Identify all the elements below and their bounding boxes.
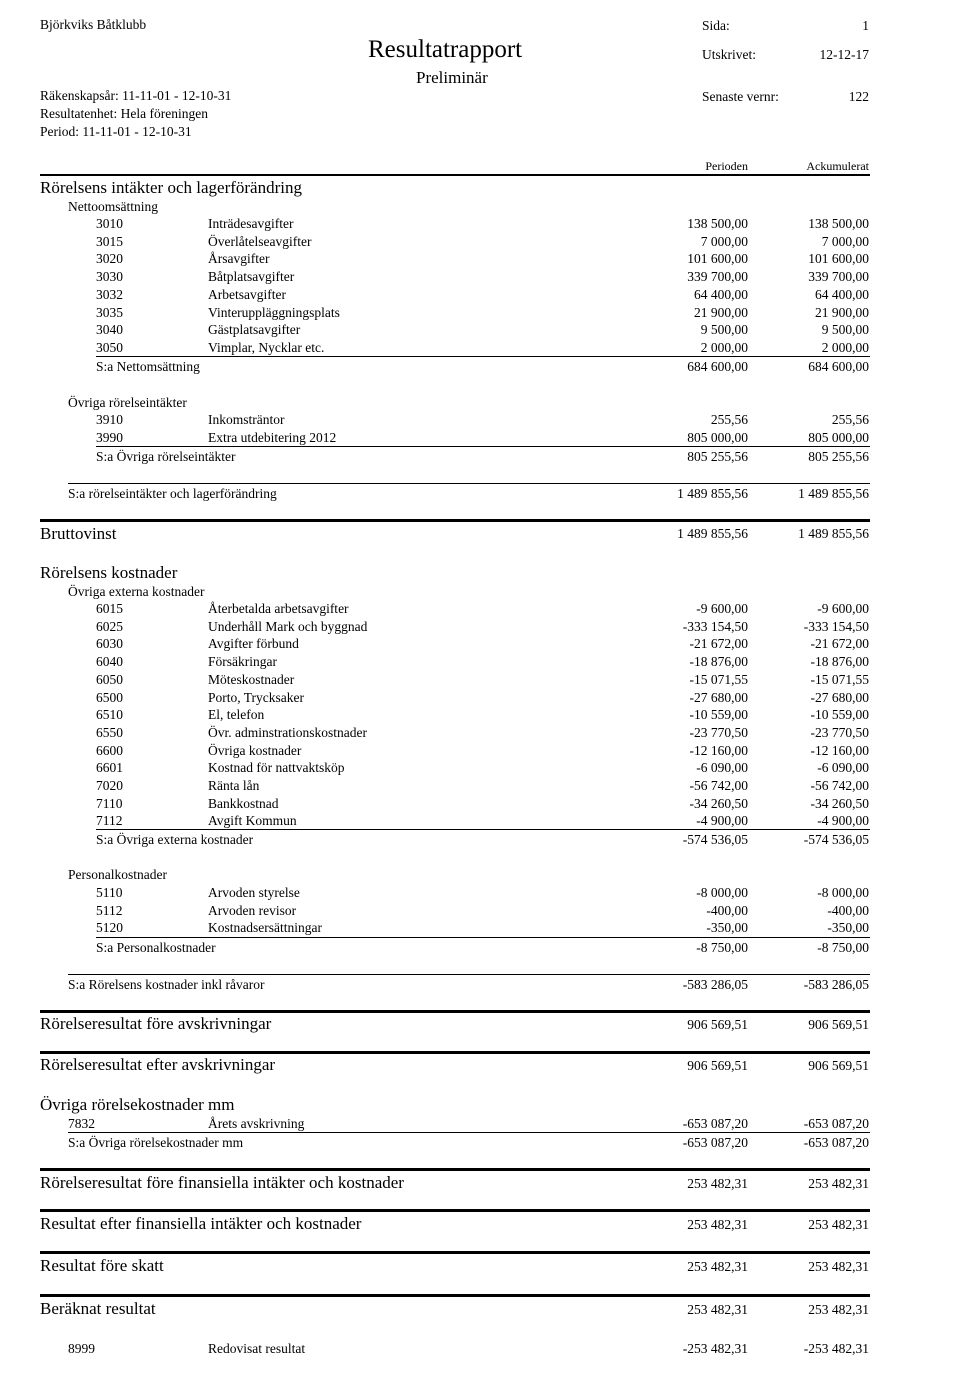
amount-accumulated: 101 600,00 [808, 251, 869, 267]
amount-period: 339 700,00 [687, 269, 748, 285]
result-before-depr-accumulated: 906 569,51 [808, 1017, 869, 1032]
calculated-result-label: Beräknat resultat [40, 1299, 156, 1318]
report-title: Resultatrapport [368, 36, 523, 63]
amount-accumulated: 339 700,00 [808, 269, 869, 285]
account-name: Porto, Trycksaker [208, 689, 305, 705]
account-name: Arvoden styrelse [208, 885, 300, 900]
amount-period: -6 090,00 [696, 760, 748, 776]
result-after-depr-accumulated: 906 569,51 [808, 1058, 869, 1073]
amount-accumulated: -18 876,00 [810, 654, 869, 670]
account-row [0, 885, 960, 903]
result-unit: Resultatenhet: Hela föreningen [40, 106, 208, 121]
account-code: 6015 [96, 601, 123, 616]
amount-accumulated: 9 500,00 [821, 322, 869, 338]
amount-period: 138 500,00 [687, 216, 748, 231]
account-name: Överlåtelseavgifter [208, 233, 312, 249]
account-code: 7832 [68, 1116, 95, 1131]
amount-accumulated: -12 160,00 [810, 742, 869, 758]
account-name: Möteskostnader [208, 671, 295, 687]
account-row [0, 707, 960, 725]
result-before-fin-rule [40, 1168, 870, 1171]
result-before-fin-accumulated: 253 482,31 [808, 1176, 869, 1191]
subsection-title-external-costs: Övriga externa kostnader [68, 584, 205, 599]
account-code: 6030 [96, 636, 123, 652]
account-name: Inkomsträntor [208, 412, 285, 427]
amount-accumulated: -6 090,00 [817, 760, 869, 776]
result-before-fin-period: 253 482,31 [687, 1176, 748, 1191]
account-name: Årets avskrivning [208, 1116, 305, 1131]
result-after-depr-label: Rörelseresultat efter avskrivningar [40, 1055, 276, 1074]
account-name: Återbetalda arbetsavgifter [208, 601, 349, 616]
result-before-tax-label: Resultat före skatt [40, 1256, 164, 1275]
account-code: 3910 [96, 412, 123, 427]
account-row [0, 287, 960, 305]
amount-accumulated: -27 680,00 [810, 689, 869, 705]
amount-period: -12 160,00 [689, 742, 748, 758]
amount-accumulated: -56 742,00 [810, 778, 869, 793]
costs-total-period: -583 286,05 [682, 977, 748, 992]
gross-profit-period: 1 489 855,56 [677, 526, 748, 541]
amount-accumulated: -15 071,55 [810, 671, 869, 687]
calculated-result-rule [40, 1294, 870, 1297]
account-name: Inträdesavgifter [208, 216, 294, 231]
account-code: 3990 [96, 429, 123, 445]
income-total-period: 1 489 855,56 [677, 486, 748, 501]
result-after-fin-accumulated: 253 482,31 [808, 1217, 869, 1232]
amount-accumulated: -333 154,50 [803, 618, 869, 634]
amount-period: -333 154,50 [682, 618, 748, 634]
account-code: 3015 [96, 233, 123, 249]
amount-accumulated: -350,00 [827, 920, 869, 936]
account-row [0, 430, 960, 448]
account-name: Avgift Kommun [208, 813, 297, 829]
amount-period: -9 600,00 [696, 601, 748, 616]
account-row [0, 672, 960, 690]
amount-period: 7 000,00 [700, 233, 748, 249]
header-divider [40, 174, 870, 176]
period: Period: 11-11-01 - 12-10-31 [40, 124, 192, 139]
report-subtitle: Preliminär [416, 68, 488, 87]
account-row [0, 234, 960, 252]
column-header-period: Perioden [705, 159, 748, 173]
amount-accumulated: -34 260,50 [810, 795, 869, 811]
external-costs-sum-accumulated: -574 536,05 [803, 832, 869, 847]
account-name: Arvoden revisor [208, 902, 297, 918]
amount-period: -18 876,00 [689, 654, 748, 670]
personnel-rule [96, 937, 870, 938]
printed-date: 12-12-17 [819, 47, 869, 62]
external-costs-sum-period: -574 536,05 [682, 832, 748, 847]
amount-accumulated: -8 000,00 [817, 885, 869, 900]
net-sales-sum-label: S:a Nettomsättning [96, 359, 200, 374]
account-code: 5120 [96, 920, 123, 936]
amount-period: -8 000,00 [696, 885, 748, 900]
account-row [0, 920, 960, 938]
version-label: Senaste vernr: [702, 89, 779, 104]
account-name: Extra utdebitering 2012 [208, 429, 337, 445]
result-before-depr-rule [40, 1010, 870, 1013]
account-name: Vimplar, Nycklar etc. [208, 339, 325, 355]
account-row [0, 251, 960, 269]
result-before-tax-accumulated: 253 482,31 [808, 1259, 869, 1274]
amount-accumulated: 7 000,00 [821, 233, 869, 249]
account-code: 3020 [96, 251, 123, 267]
amount-period: -400,00 [706, 902, 748, 918]
account-code: 6601 [96, 760, 123, 776]
account-code: 6550 [96, 724, 123, 740]
costs-total-accumulated: -583 286,05 [803, 977, 869, 992]
gross-profit-accumulated: 1 489 855,56 [798, 526, 869, 541]
account-code: 7112 [96, 813, 123, 829]
amount-period: -21 672,00 [689, 636, 748, 652]
personnel-sum-label: S:a Personalkostnader [96, 940, 216, 955]
amount-period: 9 500,00 [700, 322, 748, 338]
result-before-tax-period: 253 482,31 [687, 1259, 748, 1274]
account-code: 3010 [96, 216, 123, 231]
printed-label: Utskrivet: [702, 47, 756, 62]
account-name: Försäkringar [208, 654, 277, 670]
external-costs-rule [96, 829, 870, 830]
section-title-costs: Rörelsens kostnader [40, 563, 178, 582]
amount-accumulated: 255,56 [831, 412, 869, 427]
account-name: El, telefon [208, 707, 265, 723]
account-code: 6040 [96, 654, 123, 670]
amount-accumulated: 2 000,00 [821, 339, 869, 355]
amount-accumulated: -21 672,00 [810, 636, 869, 652]
account-name: Avgifter förbund [208, 636, 299, 652]
account-name: Ränta lån [208, 778, 260, 793]
personnel-sum-accumulated: -8 750,00 [817, 940, 869, 955]
account-code: 6600 [96, 742, 123, 758]
amount-period: 101 600,00 [687, 251, 748, 267]
result-before-depr-period: 906 569,51 [687, 1017, 748, 1032]
account-row [0, 725, 960, 743]
amount-accumulated: -4 900,00 [817, 813, 869, 829]
version-number: 122 [848, 89, 869, 104]
amount-accumulated: -400,00 [827, 902, 869, 918]
amount-period: -34 260,50 [689, 795, 748, 811]
account-code: 7020 [96, 778, 123, 793]
account-code: 7110 [96, 795, 123, 811]
account-code: 5110 [96, 885, 123, 900]
account-row [0, 412, 960, 430]
amount-period: -56 742,00 [689, 778, 748, 793]
amount-accumulated: 21 900,00 [815, 304, 869, 320]
column-header-accumulated: Ackumulerat [806, 159, 869, 173]
other-costs-sum-label: S:a Övriga rörelsekostnader mm [68, 1135, 244, 1150]
amount-accumulated: -23 770,50 [810, 724, 869, 740]
result-after-depr-rule [40, 1051, 870, 1054]
amount-period: -23 770,50 [689, 724, 748, 740]
net-sales-sum-accumulated: 684 600,00 [808, 359, 869, 374]
amount-accumulated: 138 500,00 [808, 216, 869, 231]
amount-period: -350,00 [706, 920, 748, 936]
org-name: Björkviks Båtklubb [40, 17, 147, 32]
amount-period: 805 000,00 [687, 429, 748, 445]
amount-period: -4 900,00 [696, 813, 748, 829]
income-total-rule [68, 483, 870, 484]
result-after-fin-period: 253 482,31 [687, 1217, 748, 1232]
amount-period: -15 071,55 [689, 671, 748, 687]
account-name: Underhåll Mark och byggnad [208, 618, 368, 634]
section-title-other-costs: Övriga rörelsekostnader mm [40, 1095, 235, 1114]
account-code: 3030 [96, 269, 123, 285]
income-total-accumulated: 1 489 855,56 [798, 486, 869, 501]
account-name: Bankkostnad [208, 795, 279, 811]
account-code: 5112 [96, 902, 123, 918]
other-income-sum-label: S:a Övriga rörelseintäkter [96, 449, 236, 464]
page-number: 1 [862, 18, 869, 33]
account-name: Årsavgifter [208, 251, 270, 267]
subsection-title-personnel: Personalkostnader [68, 867, 167, 882]
account-row [0, 216, 960, 234]
external-costs-sum-label: S:a Övriga externa kostnader [96, 832, 254, 847]
personnel-sum-period: -8 750,00 [696, 940, 748, 955]
result-before-depr-label: Rörelseresultat före avskrivningar [40, 1014, 272, 1033]
account-row [0, 903, 960, 921]
account-name: Vinteruppläggningsplats [208, 304, 340, 320]
amount-period: 64 400,00 [694, 286, 748, 302]
amount-period: 2 000,00 [700, 339, 748, 355]
reported-result-code: 8999 [68, 1341, 95, 1356]
other-costs-sum-period: -653 087,20 [682, 1135, 748, 1150]
account-row [0, 269, 960, 287]
account-code: 6025 [96, 618, 123, 634]
result-after-depr-period: 906 569,51 [687, 1058, 748, 1073]
account-code: 3040 [96, 322, 123, 338]
reported-result-name: Redovisat resultat [208, 1341, 306, 1356]
result-before-tax-rule [40, 1251, 870, 1254]
subsection-title-other-income: Övriga rörelseintäkter [68, 395, 187, 410]
amount-accumulated: -9 600,00 [817, 601, 869, 616]
other-income-rule [96, 446, 870, 447]
account-row [0, 690, 960, 708]
result-before-fin-label: Rörelseresultat före finansiella intäkter och kostnader [40, 1173, 404, 1192]
account-row [0, 322, 960, 340]
other-costs-rule [68, 1132, 870, 1133]
account-row [0, 305, 960, 323]
amount-accumulated: -10 559,00 [810, 707, 869, 723]
account-row [0, 654, 960, 672]
account-name: Kostnadsersättningar [208, 920, 322, 936]
net-sales-sum-period: 684 600,00 [687, 359, 748, 374]
gross-profit-label: Bruttovinst [40, 524, 117, 543]
result-after-fin-rule [40, 1209, 870, 1212]
amount-accumulated: -653 087,20 [803, 1116, 869, 1131]
other-income-sum-accumulated: 805 255,56 [808, 449, 869, 464]
account-row [0, 601, 960, 619]
reported-result-period: -253 482,31 [682, 1341, 748, 1356]
account-name: Övriga kostnader [208, 742, 302, 758]
account-code: 3032 [96, 286, 123, 302]
costs-total-rule [68, 974, 870, 975]
account-row [0, 760, 960, 778]
account-code: 6050 [96, 671, 123, 687]
income-total-label: S:a rörelseintäkter och lagerförändring [68, 486, 277, 501]
fiscal-year: Räkenskapsår: 11-11-01 - 12-10-31 [40, 88, 232, 103]
calculated-result-period: 253 482,31 [687, 1302, 748, 1317]
amount-accumulated: 805 000,00 [808, 429, 869, 445]
result-after-fin-label: Resultat efter finansiella intäkter och kostnader [40, 1214, 362, 1233]
account-row [0, 743, 960, 761]
account-row [0, 636, 960, 654]
amount-period: -653 087,20 [682, 1116, 748, 1131]
amount-period: 255,56 [710, 412, 748, 427]
account-row [0, 619, 960, 637]
account-name: Kostnad för nattvaktsköp [208, 760, 345, 776]
account-code: 6510 [96, 707, 123, 723]
account-code: 3050 [96, 339, 123, 355]
account-row [0, 796, 960, 814]
amount-period: -27 680,00 [689, 689, 748, 705]
amount-accumulated: 64 400,00 [815, 286, 869, 302]
account-code: 6500 [96, 689, 123, 705]
amount-period: -10 559,00 [689, 707, 748, 723]
account-row [0, 778, 960, 796]
gross-profit-rule [40, 519, 870, 522]
net-sales-rule [96, 356, 870, 357]
costs-total-label: S:a Rörelsens kostnader inkl råvaror [68, 977, 265, 992]
account-name: Gästplatsavgifter [208, 322, 301, 338]
account-name: Övr. adminstrationskostnader [208, 724, 367, 740]
calculated-result-accumulated: 253 482,31 [808, 1302, 869, 1317]
account-name: Båtplatsavgifter [208, 269, 295, 285]
amount-period: 21 900,00 [694, 304, 748, 320]
page-label: Sida: [702, 18, 730, 33]
other-income-sum-period: 805 255,56 [687, 449, 748, 464]
account-name: Arbetsavgifter [208, 286, 286, 302]
section-title-income: Rörelsens intäkter och lagerförändring [40, 178, 302, 197]
subsection-title-net-sales: Nettoomsättning [68, 199, 158, 214]
other-costs-sum-accumulated: -653 087,20 [803, 1135, 869, 1150]
reported-result-accumulated: -253 482,31 [803, 1341, 869, 1356]
account-code: 3035 [96, 304, 123, 320]
